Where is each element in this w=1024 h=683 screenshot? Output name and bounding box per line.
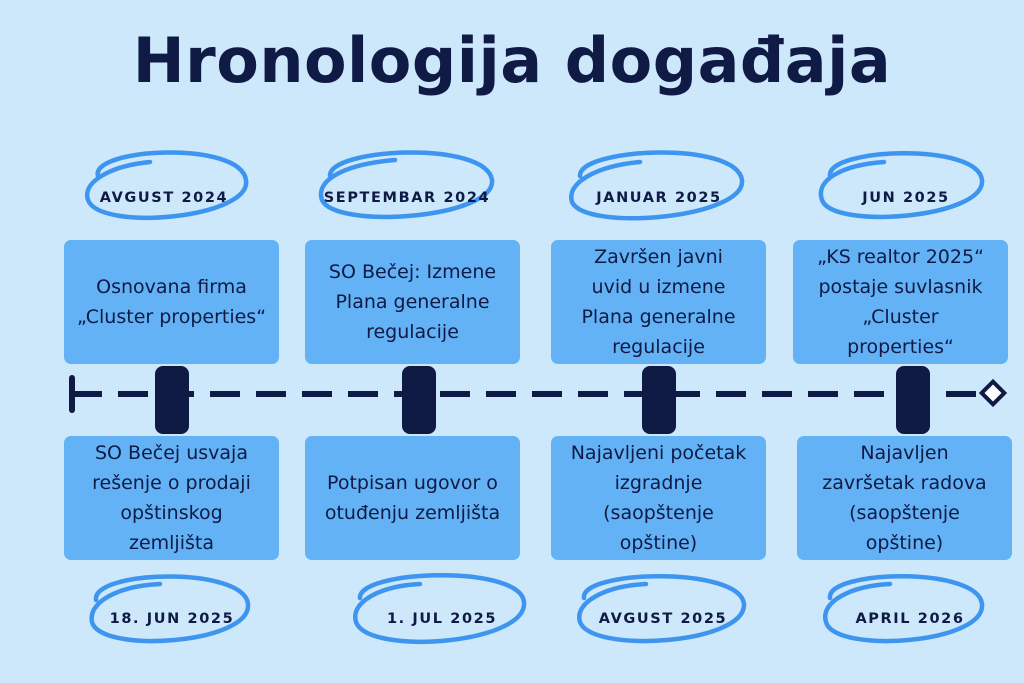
date-circle [92, 577, 248, 642]
top-date-3: JANUAR 2025 [596, 190, 722, 206]
top-event-box-4: „KS realtor 2025“ postaje suvlasnik „Cluster properties“ [793, 240, 1008, 364]
bottom-date-3: AVGUST 2025 [598, 611, 728, 627]
bottom-date-4: APRIL 2026 [855, 611, 965, 627]
top-event-box-2: SO Bečej: Izmene Plana generalne regulacije [305, 240, 520, 364]
top-event-box-3: Završen javni uvid u izmene Plana generalne regulacije [551, 240, 766, 364]
top-date-4: JUN 2025 [862, 190, 950, 206]
bottom-event-box-3: Najavljeni početak izgradnje (saopštenje opštine) [551, 436, 766, 560]
date-circle [579, 576, 744, 641]
timeline-node [402, 366, 436, 434]
bottom-date-1: 18. JUN 2025 [109, 611, 235, 627]
page-title: Hronologija događaja [132, 24, 892, 97]
date-circle [355, 575, 524, 642]
date-circle [321, 152, 492, 216]
date-circle [571, 152, 742, 218]
timeline-node [155, 366, 189, 434]
date-circle [825, 576, 982, 641]
bottom-event-box-2: Potpisan ugovor o otuđenju zemljišta [305, 436, 520, 560]
bottom-date-2: 1. JUL 2025 [386, 611, 498, 627]
date-circle [87, 152, 246, 217]
date-circle [821, 153, 982, 217]
bottom-event-box-1: SO Bečej usvaja rešenje o prodaji opštinskog zemljišta [64, 436, 279, 560]
top-date-2: SEPTEMBAR 2024 [323, 190, 491, 206]
top-date-1: AVGUST 2024 [99, 190, 229, 206]
top-event-box-1: Osnovana firma „Cluster properties“ [64, 240, 279, 364]
timeline-node [896, 366, 930, 434]
timeline-line [72, 366, 1004, 434]
timeline-end-marker [982, 382, 1005, 405]
timeline-node [642, 366, 676, 434]
bottom-event-box-4: Najavljen završetak radova (saopštenje opštine) [797, 436, 1012, 560]
